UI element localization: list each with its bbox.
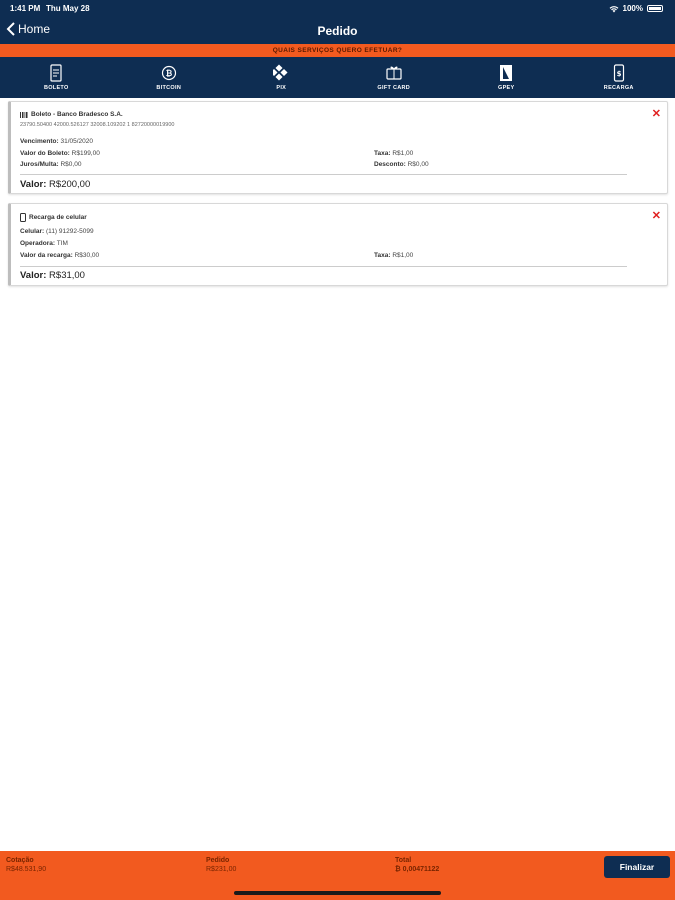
tool-label: GIFT CARD [377,85,411,91]
cotacao-value: R$48.531,90 [6,866,47,873]
recarga-title: Recarga de celular [29,214,87,221]
status-bar [0,0,675,18]
total-value: ₿ 0,00471122 [395,866,440,873]
valor-recarga-row [20,252,99,259]
pedido-value: R$231,00 [206,866,237,873]
recarga-taxa-label: Taxa: [374,252,391,259]
boleto-card [8,101,668,194]
taxa-label: Taxa: [374,150,391,157]
gift-card-icon [386,64,402,82]
barcode-icon [20,112,28,118]
remove-boleto-button[interactable]: ✕ [651,108,661,120]
gpey-icon [498,64,514,82]
recarga-taxa-row [374,252,413,259]
status-date: Thu May 28 [46,4,90,13]
home-indicator [234,891,441,895]
total-block [395,857,439,873]
valor-recarga-label: Valor da recarga: [20,252,73,259]
status-right [609,4,663,13]
vencimento-label: Vencimento: [20,138,59,145]
boleto-title: Boleto - Banco Bradesco S.A. [31,111,123,118]
juros-label: Juros/Multa: [20,161,59,168]
valor-recarga-value: R$30,00 [74,252,100,259]
battery-percent: 100% [622,4,643,13]
celular-value: (11) 91292-5099 [46,228,94,235]
divider [20,174,627,175]
juros-value: R$0,00 [60,161,82,168]
wifi-icon [609,5,619,13]
desconto-value: R$0,00 [407,161,429,168]
svg-text:$: $ [616,70,622,78]
recarga-icon [611,64,627,82]
desconto-row [374,161,429,168]
total-label: Total [395,857,412,864]
boleto-icon [48,64,64,82]
celular-label: Celular: [20,228,45,235]
service-toolbar [0,57,675,98]
operadora-value: TIM [56,240,68,247]
valor-boleto-value: R$199,00 [71,150,100,157]
recarga-header [20,213,87,222]
cotacao-label: Cotação [6,857,34,864]
boleto-total [20,179,90,190]
status-time: 1:41 PM [10,4,41,13]
bitcoin-icon [161,64,177,82]
remove-recarga-button[interactable]: ✕ [651,210,661,222]
tool-label: RECARGA [603,85,634,91]
operadora-label: Operadora: [20,240,56,247]
navigation-bar [0,18,675,44]
pedido-label: Pedido [206,857,230,864]
tool-boleto[interactable] [0,57,113,98]
tool-gift-card[interactable] [338,57,451,98]
phone-icon [20,213,26,222]
tool-label: BOLETO [43,85,69,91]
vencimento-value: 31/05/2020 [60,138,94,145]
svg-text:₿: ₿ [165,69,173,78]
finalizar-button[interactable]: Finalizar [604,856,670,878]
recarga-total-value: R$31,00 [49,270,85,281]
tool-recarga[interactable] [563,57,675,98]
recarga-total-label: Valor: [20,270,47,281]
tool-label: BITCOIN [156,85,182,91]
tool-bitcoin[interactable] [113,57,226,98]
pix-icon [273,64,289,82]
tool-label: PIX [276,85,287,91]
recarga-total [20,270,85,281]
tool-pix[interactable] [225,57,338,98]
vencimento-row [20,138,93,145]
tool-label: GPEY [498,85,515,91]
operadora-row [20,240,68,247]
valor-boleto-row [20,150,100,157]
cotacao-block [6,857,46,873]
taxa-value: R$1,00 [392,150,414,157]
boleto-barcode-number: 23790.50400 42000.526127 32008.109202 1 82720000019900 [20,122,175,128]
recarga-taxa-value: R$1,00 [392,252,414,259]
valor-boleto-label: Valor do Boleto: [20,150,70,157]
celular-row [20,228,94,235]
recarga-card [8,203,668,286]
battery-icon [647,5,663,12]
boleto-total-value: R$200,00 [49,179,91,190]
back-label: Home [18,22,51,36]
pedido-block [206,857,236,873]
divider [20,266,627,267]
services-banner: QUAIS SERVIÇOS QUERO EFETUAR? [0,44,675,57]
desconto-label: Desconto: [374,161,406,168]
tool-gpey[interactable] [450,57,563,98]
boleto-total-label: Valor: [20,179,47,190]
boleto-header [20,111,123,118]
taxa-row [374,150,413,157]
juros-row [20,161,81,168]
page-title: Pedido [317,24,358,38]
